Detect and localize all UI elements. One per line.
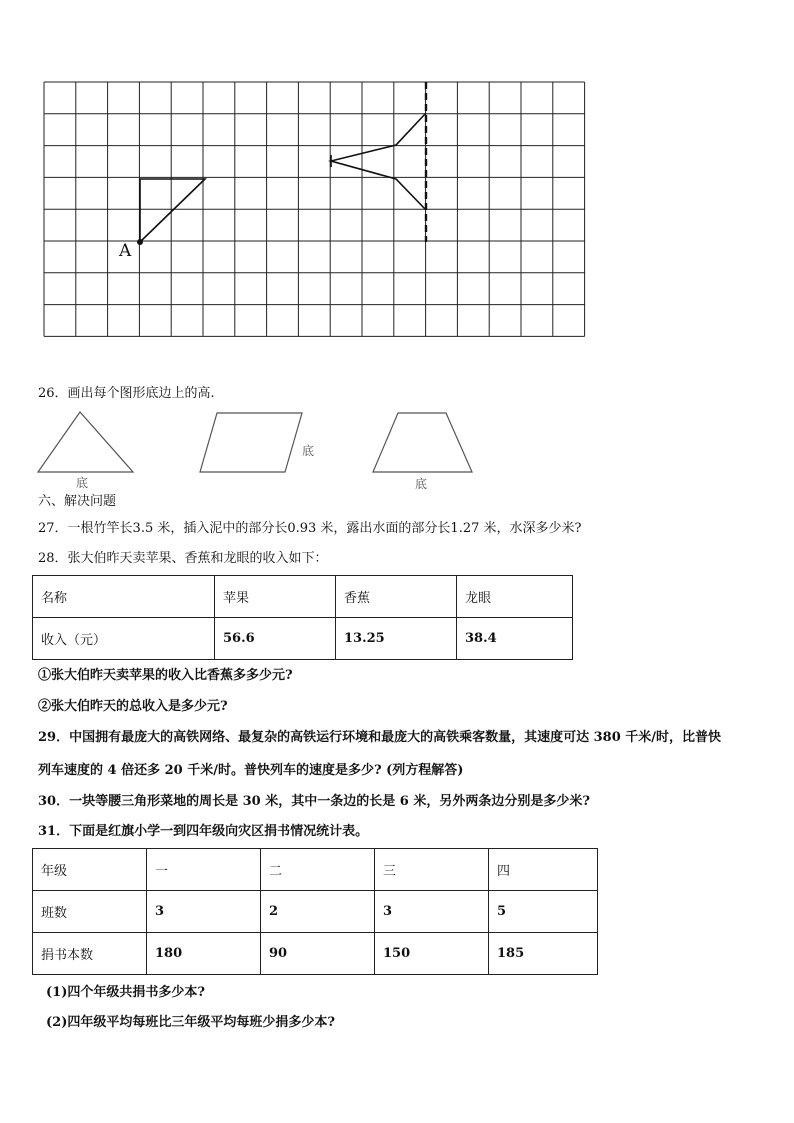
parallelogram-shape bbox=[200, 413, 302, 472]
table-cell: 捐书本数 bbox=[33, 933, 147, 975]
table-row bbox=[33, 849, 598, 891]
table-cell: 56.6 bbox=[215, 618, 336, 660]
table-row bbox=[33, 576, 573, 618]
section-title: 六、解决问题 bbox=[38, 494, 117, 509]
table-cell: 香蕉 bbox=[336, 576, 457, 618]
parallelogram-base-label: 底 bbox=[302, 444, 315, 458]
table-cell: 年级 bbox=[33, 849, 147, 891]
table-cell: 13.25 bbox=[336, 618, 457, 660]
point-a-dot bbox=[137, 239, 143, 245]
q28-sub2: ②张大伯昨天的总收入是多少元? bbox=[38, 699, 228, 714]
q29-line1: 29．中国拥有最庞大的高铁网络、最复杂的高铁运行环境和最庞大的高铁乘客数量，其速度可达 380 千米/时，比普快 bbox=[38, 730, 722, 745]
table-cell: 班数 bbox=[33, 891, 147, 933]
q31-prompt: 31．下面是红旗小学一到四年级向灾区捐书情况统计表。 bbox=[38, 824, 369, 839]
q28-prompt: 28．张大伯昨天卖苹果、香蕉和龙眼的收入如下： bbox=[38, 551, 328, 566]
table-row bbox=[33, 891, 598, 933]
table-cell: 2 bbox=[261, 891, 375, 933]
q26-prompt: 26．画出每个图形底边上的高. bbox=[38, 386, 215, 401]
q26-shapes bbox=[0, 405, 794, 495]
table-cell: 名称 bbox=[33, 576, 215, 618]
table-row bbox=[33, 933, 598, 975]
table-cell: 5 bbox=[489, 891, 598, 933]
table-row bbox=[33, 618, 573, 660]
q31-sub2: (2)四年级平均每班比三年级平均每班少捐多少本? bbox=[46, 1015, 335, 1030]
trapezoid-shape bbox=[373, 413, 472, 472]
donation-table bbox=[32, 848, 598, 975]
table-cell: 3 bbox=[375, 891, 489, 933]
q28-sub1: ①张大伯昨天卖苹果的收入比香蕉多多少元? bbox=[38, 668, 293, 683]
grid-lines bbox=[44, 82, 585, 336]
table-cell: 四 bbox=[489, 849, 598, 891]
table-cell: 185 bbox=[489, 933, 598, 975]
q30-prompt: 30．一块等腰三角形菜地的周长是 30 米，其中一条边的长是 6 米，另外两条边分别是多少米? bbox=[38, 794, 590, 809]
trapezoid-base-label: 底 bbox=[415, 477, 428, 491]
triangle-shape bbox=[38, 412, 133, 472]
point-a-label: A bbox=[119, 241, 132, 261]
right-triangle-shape bbox=[140, 179, 205, 242]
table-cell: 180 bbox=[147, 933, 261, 975]
table-cell: 3 bbox=[147, 891, 261, 933]
q29-line2: 列车速度的 4 倍还多 20 千米/时。普快列车的速度是多少? (列方程解答) bbox=[38, 763, 464, 778]
grid-figure bbox=[0, 0, 794, 350]
half-arrow-shape bbox=[331, 113, 426, 210]
q27-prompt: 27．一根竹竿长3.5 米，插入泥中的部分长0.93 米，露出水面的部分长1.27 米，水深多少米? bbox=[38, 521, 582, 536]
table-cell: 一 bbox=[147, 849, 261, 891]
q31-sub1: (1)四个年级共捐书多少本? bbox=[46, 985, 205, 1000]
table-cell: 38.4 bbox=[457, 618, 573, 660]
table-cell: 三 bbox=[375, 849, 489, 891]
table-cell: 收入（元） bbox=[33, 618, 215, 660]
table-cell: 苹果 bbox=[215, 576, 336, 618]
table-cell: 龙眼 bbox=[457, 576, 573, 618]
table-cell: 150 bbox=[375, 933, 489, 975]
income-table bbox=[32, 575, 573, 660]
table-cell: 90 bbox=[261, 933, 375, 975]
triangle-base-label: 底 bbox=[76, 476, 89, 490]
table-cell: 二 bbox=[261, 849, 375, 891]
